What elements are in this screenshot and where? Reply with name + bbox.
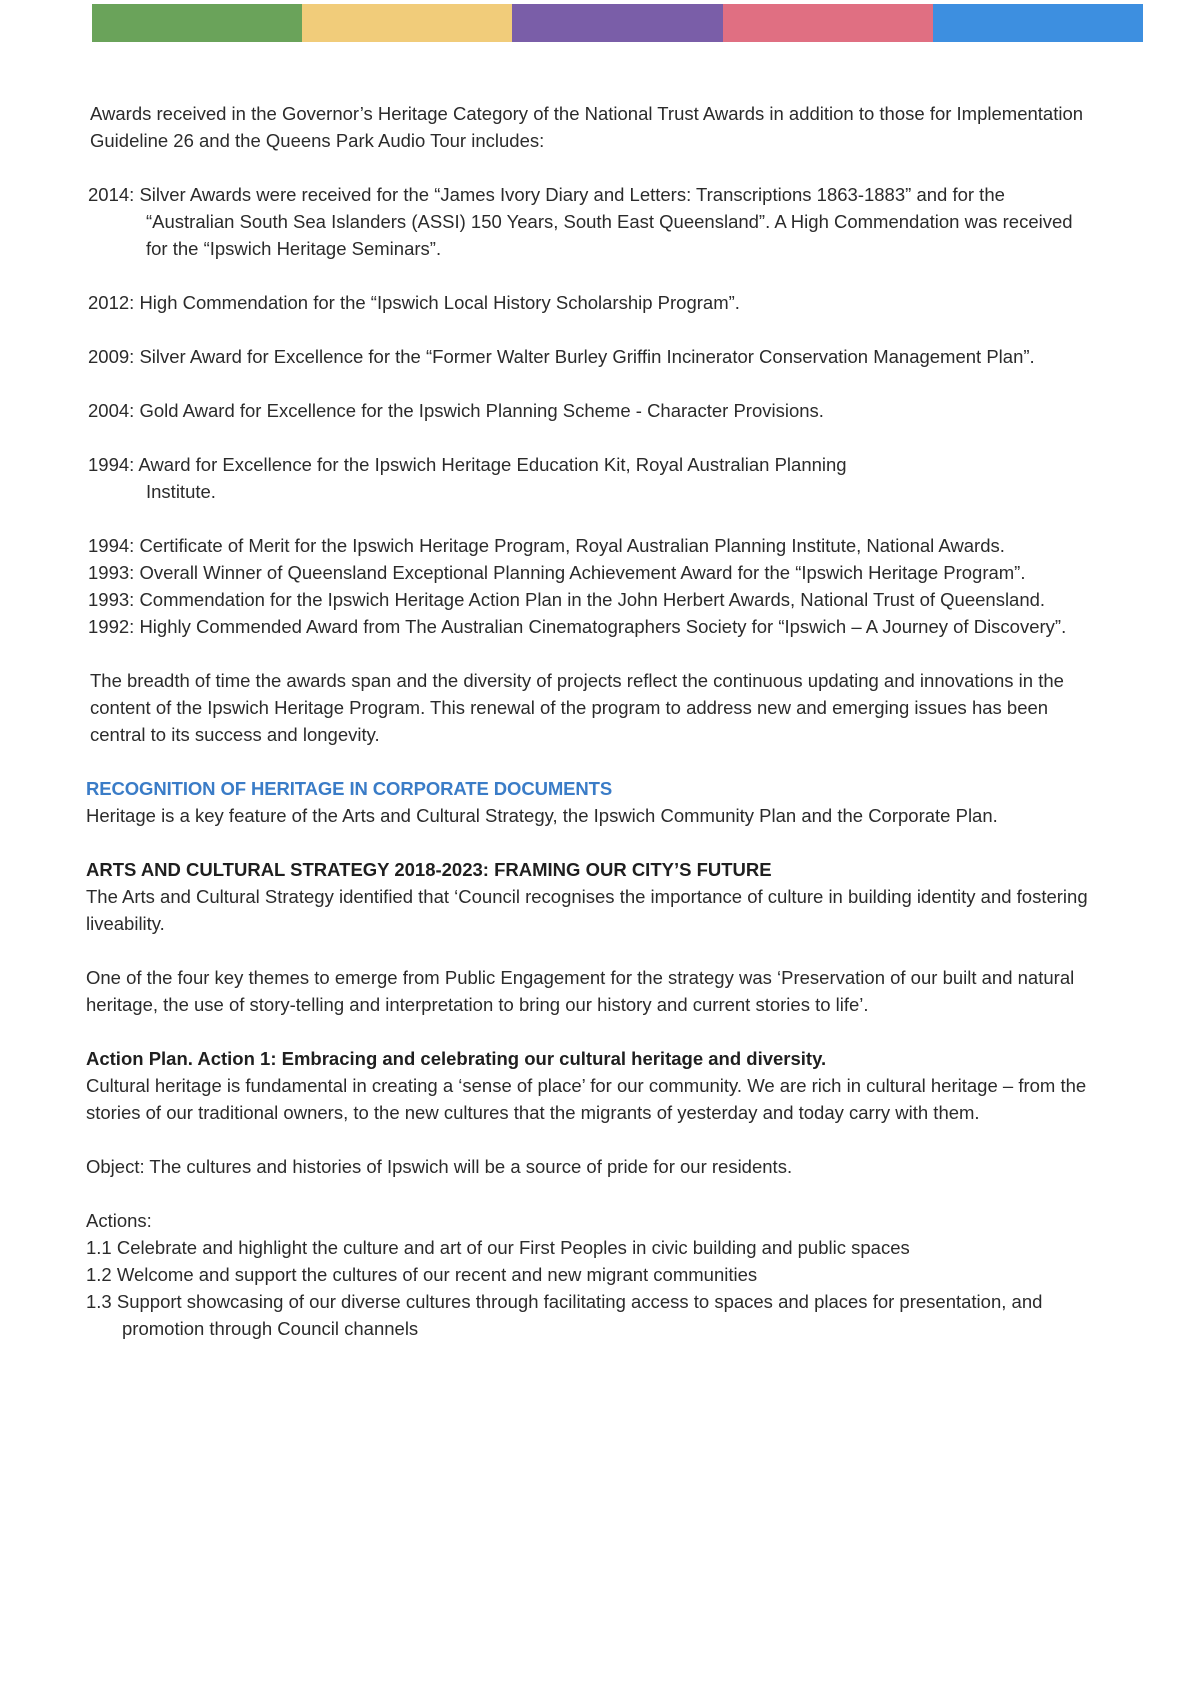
award-text: Overall Winner of Queensland Exceptional Planning Achievement Award for the “Ipswich Heritage Program”. <box>139 562 1026 583</box>
award-text: Gold Award for Excellence for the Ipswich Planning Scheme - Character Provisions. <box>139 400 824 421</box>
action-item-1-3 <box>86 1288 1096 1342</box>
award-year: 1992: <box>88 616 135 637</box>
action-number: 1.3 <box>86 1291 112 1312</box>
award-2012 <box>86 289 1096 316</box>
header-color-bar <box>92 4 1143 42</box>
action-text: Celebrate and highlight the culture and art of our First Peoples in civic building and public spaces <box>116 1237 910 1258</box>
award-1994-merit <box>86 532 1096 559</box>
recognition-paragraph: Heritage is a key feature of the Arts and Cultural Strategy, the Ipswich Community Plan and the Corporate Plan. <box>86 805 998 826</box>
award-year: 1994: <box>88 454 135 475</box>
award-text: Certificate of Merit for the Ipswich Heritage Program, Royal Australian Planning Institute, National Awards. <box>139 535 1005 556</box>
intro-paragraph: Awards received in the Governor’s Heritage Category of the National Trust Awards in addition to those for Implementation Guideline 26 and the Queens Park Audio Tour includes: <box>90 103 1084 151</box>
award-1994-excellence <box>86 451 1096 505</box>
action-text: Welcome and support the cultures of our recent and new migrant communities <box>116 1264 758 1285</box>
strategy-paragraph-2: One of the four key themes to emerge from Public Engagement for the strategy was ‘Preservation of our built and natural heritage, the use of story-telling and interpretation to bring our history and current stories to life’. <box>86 967 1075 1015</box>
color-bar-purple <box>512 4 722 42</box>
award-text: Silver Awards were received for the “James Ivory Diary and Letters: Transcriptions 1863-1883” and for the “Australian South Sea Islanders (ASSI) 150 Years, South East Queensland”. A High Commendation was received for the “Ipswich Heritage Seminars”. <box>139 184 1073 259</box>
award-text: Silver Award for Excellence for the “Former Walter Burley Griffin Incinerator Conservation Management Plan”. <box>139 346 1035 367</box>
actions-label: Actions: <box>86 1210 152 1231</box>
object-paragraph: Object: The cultures and histories of Ipswich will be a source of pride for our residents. <box>86 1156 793 1177</box>
award-year: 2012: <box>88 292 135 313</box>
award-2004 <box>86 397 1096 424</box>
award-1993-commendation <box>86 586 1096 613</box>
action-plan-heading: Action Plan. Action 1: Embracing and celebrating our cultural heritage and diversity. <box>86 1048 827 1069</box>
award-text: Highly Commended Award from The Australian Cinematographers Society for “Ipswich – A Journey of Discovery”. <box>139 616 1067 637</box>
document-body <box>86 100 1096 1342</box>
award-1993-overall <box>86 559 1096 586</box>
award-text: High Commendation for the “Ipswich Local History Scholarship Program”. <box>139 292 740 313</box>
action-number: 1.1 <box>86 1237 112 1258</box>
action-number: 1.2 <box>86 1264 112 1285</box>
award-text: Award for Excellence for the Ipswich Heritage Education Kit, Royal Australian Planning Institute. <box>138 454 847 502</box>
award-2014 <box>86 181 1096 262</box>
color-bar-yellow <box>302 4 512 42</box>
color-bar-green <box>92 4 302 42</box>
award-2009 <box>86 343 1096 370</box>
award-year: 2009: <box>88 346 135 367</box>
award-year: 2004: <box>88 400 135 421</box>
action-item-1-2 <box>86 1261 1096 1288</box>
action-item-1-1 <box>86 1234 1096 1261</box>
award-1992 <box>86 613 1096 640</box>
award-year: 1993: <box>88 562 135 583</box>
color-bar-pink <box>723 4 933 42</box>
award-year: 2014: <box>88 184 135 205</box>
strategy-paragraph-1: The Arts and Cultural Strategy identified that ‘Council recognises the importance of culture in building identity and fostering liveability. <box>86 886 1088 934</box>
award-year: 1994: <box>88 535 135 556</box>
strategy-heading: ARTS AND CULTURAL STRATEGY 2018-2023: FRAMING OUR CITY’S FUTURE <box>86 859 772 880</box>
color-bar-blue <box>933 4 1143 42</box>
action-text: Support showcasing of our diverse cultures through facilitating access to spaces and places for presentation, and promotion through Council channels <box>116 1291 1043 1339</box>
award-year: 1993: <box>88 589 135 610</box>
breadth-paragraph: The breadth of time the awards span and the diversity of projects reflect the continuous updating and innovations in the content of the Ipswich Heritage Program. This renewal of the program to address new and emerging issues has been central to its success and longevity. <box>90 670 1064 745</box>
action-plan-paragraph: Cultural heritage is fundamental in creating a ‘sense of place’ for our community. We are rich in cultural heritage – from the stories of our traditional owners, to the new cultures that the migrants of yesterday and today carry with them. <box>86 1075 1087 1123</box>
award-text: Commendation for the Ipswich Heritage Action Plan in the John Herbert Awards, National Trust of Queensland. <box>139 589 1046 610</box>
recognition-heading: RECOGNITION OF HERITAGE IN CORPORATE DOCUMENTS <box>86 778 613 799</box>
